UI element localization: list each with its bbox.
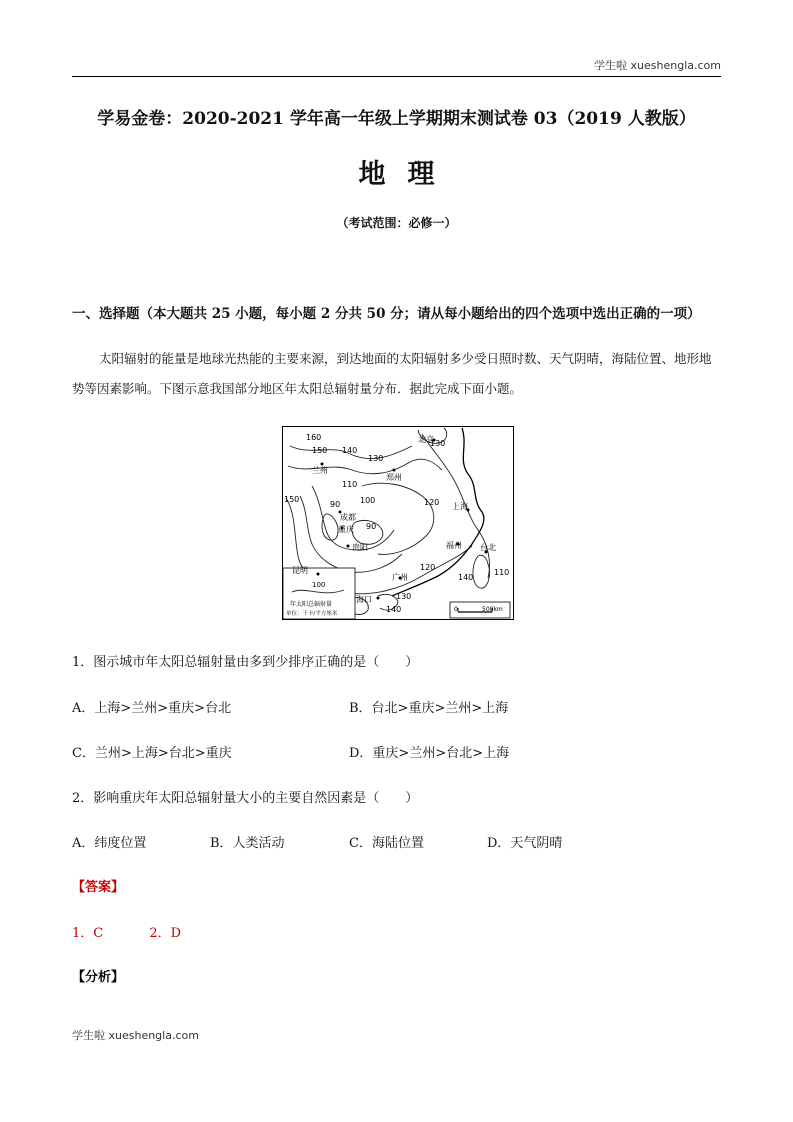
- section-heading: 一、选择题（本大题共 25 小题，每小题 2 分共 50 分；请从每小题给出的四个选项中选出正确的一项）: [72, 306, 701, 322]
- intro-paragraph: 太阳辐射的能量是地球光热能的主要来源，到达地面的太阳辐射多少受日照时数、天气阴晴，海陆位置、地形地势等因素影响。下图示意我国部分地区年太阳总辐射量分布．据此完成下面小题。: [72, 351, 712, 396]
- answer-label: 【答案】: [72, 880, 125, 895]
- map-isoline-label-15: 130: [396, 592, 412, 601]
- map-isoline-label-12: 140: [458, 573, 474, 582]
- question-2-option-b: B．人类活动: [210, 836, 285, 851]
- question-1-option-a: A．上海>兰州>重庆>台北: [72, 701, 232, 716]
- map-isoline-label-8: 90: [366, 522, 377, 531]
- map-city-label-5: 贵阳: [352, 543, 368, 552]
- map-city-label-9: 昆明: [292, 566, 308, 575]
- subject-title: 地理: [358, 159, 457, 190]
- solar-radiation-map: [282, 426, 514, 620]
- exam-title: 学易金卷：2020-2021 学年高一年级上学期期末测试卷 03（2019 人教版）: [97, 109, 696, 129]
- question-1-option-c: C．兰州>上海>台北>重庆: [72, 746, 232, 761]
- map-city-label-0: 北京: [418, 435, 434, 444]
- scale-end: 500km: [482, 606, 503, 613]
- map-city-label-3: 成都: [340, 513, 356, 522]
- map-city-label-10: 广州: [392, 573, 408, 582]
- map-isoline-label-4: 130: [430, 439, 446, 448]
- map-city-label-4: 重庆: [338, 525, 354, 534]
- map-city-label-6: 上海: [452, 502, 468, 511]
- map-city-label-7: 福州: [446, 541, 462, 550]
- footer-site: 学生啦 xueshengla.com: [72, 1029, 199, 1042]
- question-2-option-c: C．海陆位置: [349, 836, 424, 851]
- question-2-option-d: D．天气阴晴: [487, 836, 563, 851]
- map-isoline-label-3: 130: [368, 454, 384, 463]
- map-isoline-label-5: 110: [342, 480, 358, 489]
- question-2-option-a: A．纬度位置: [72, 836, 147, 851]
- map-isoline-label-7: 90: [330, 500, 341, 509]
- scale-start: 0: [454, 606, 458, 613]
- map-city-label-11: 海口: [356, 595, 372, 604]
- header-site: 学生啦 xueshengla.com: [594, 59, 721, 72]
- question-1-option-b: B．台北>重庆>兰州>上海: [349, 701, 509, 716]
- map-isoline-label-14: 140: [386, 605, 402, 614]
- map-isoline-label-11: 120: [420, 563, 436, 572]
- map-isoline-label-10: 150: [284, 495, 300, 504]
- exam-range: （考试范围：必修一）: [336, 216, 457, 230]
- question-2-stem: 2．影响重庆年太阳总辐射量大小的主要自然因素是（ ）: [72, 791, 419, 806]
- legend-value: 100: [312, 581, 326, 589]
- question-1-option-d: D．重庆>兰州>台北>上海: [349, 746, 510, 761]
- map-city-label-1: 兰州: [312, 466, 328, 475]
- question-1-stem: 1．图示城市年太阳总辐射量由多到少排序正确的是（ ）: [72, 655, 419, 670]
- answer-1: 1．C: [72, 926, 104, 941]
- map-city-label-2: 郑州: [386, 473, 402, 482]
- header-divider: [72, 76, 721, 77]
- map-isoline-label-13: 110: [494, 568, 510, 577]
- legend-title: 年太阳总辐射量: [290, 601, 333, 608]
- answer-2: 2．D: [149, 926, 182, 941]
- map-city-label-8: 台北: [480, 543, 496, 552]
- analysis-label: 【分析】: [72, 970, 125, 985]
- map-isoline-label-9: 120: [424, 498, 440, 507]
- map-isoline-label-6: 100: [360, 496, 376, 505]
- answers: [72, 922, 223, 941]
- map-isoline-label-0: 160: [306, 433, 322, 442]
- map-isoline-label-2: 140: [342, 446, 358, 455]
- legend-unit: 单位：千卡/平方厘米: [286, 611, 338, 617]
- map-isoline-label-1: 150: [312, 446, 328, 455]
